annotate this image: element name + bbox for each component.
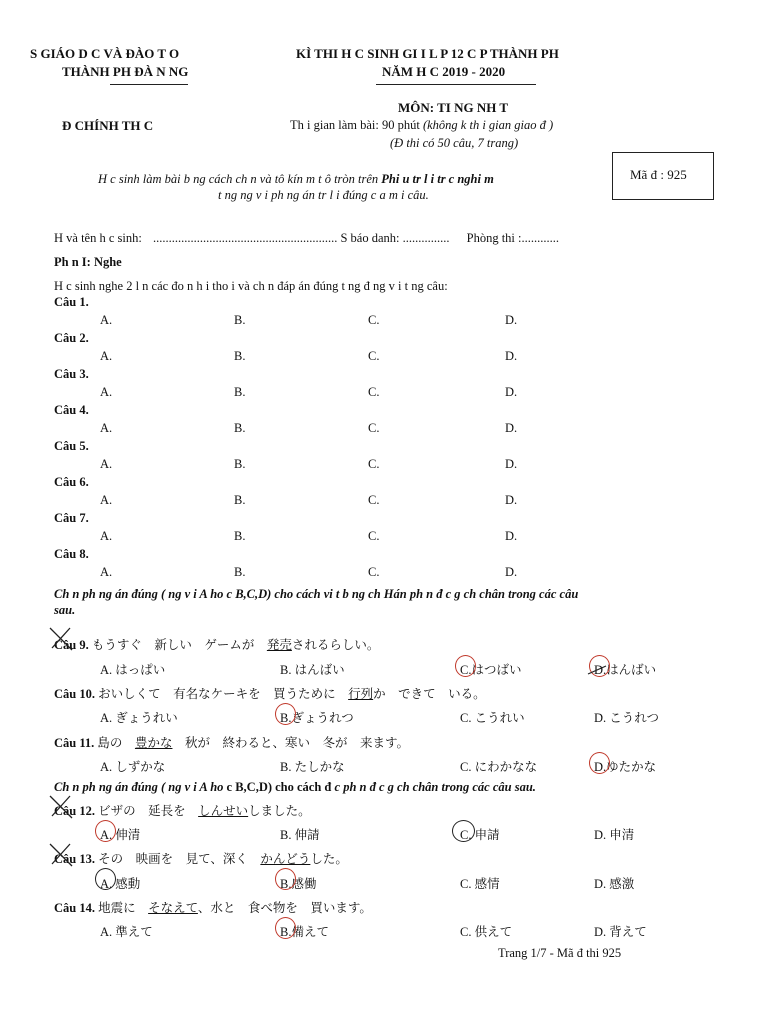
listening-option-a[interactable]: A. (100, 457, 113, 471)
q11-d-answer: ゆたかな (606, 760, 657, 774)
reading-instr-b: ng v i A ho (168, 780, 224, 794)
q10-b-letter: B. (280, 711, 292, 725)
question-14-underlined: そなえて (148, 901, 198, 915)
listening-option-c[interactable]: C. (368, 493, 380, 507)
q11-option-b[interactable]: B. たしかな (280, 760, 345, 774)
question-12-underlined: しんせい (198, 804, 249, 818)
instr2-c: a m i câu. (379, 188, 429, 202)
part1-title: Ph n I: Nghe (54, 255, 122, 269)
cross-mark (50, 844, 72, 866)
question-12-text-post: しました。 (248, 804, 311, 818)
student-id-label: S báo danh: (340, 231, 400, 245)
instr2-a: t ng (218, 188, 238, 202)
question-14-label: Câu 14. (54, 901, 95, 915)
listening-option-c[interactable]: C. (368, 349, 380, 363)
question-12-text-pre: ビザの 延長を (98, 804, 199, 818)
listening-question-label: Câu 6. (54, 475, 89, 489)
question-9-text-post: されるらしい。 (291, 638, 380, 652)
listening-option-a[interactable]: A. (100, 493, 113, 507)
listening-option-a[interactable]: A. (100, 565, 113, 579)
cross-mark (50, 628, 72, 650)
student-name-label: H và tên h c sinh: (54, 231, 142, 245)
listening-option-b[interactable]: B. (234, 349, 246, 363)
listening-option-c[interactable]: C. (368, 529, 380, 543)
city-name: THÀNH PH ĐÀ N NG (62, 64, 189, 79)
listening-option-a[interactable]: A. (100, 313, 113, 327)
listening-option-c[interactable]: C. (368, 565, 380, 579)
listening-option-a[interactable]: A. (100, 385, 113, 399)
q11-option-a[interactable]: A. しずかな (100, 760, 166, 774)
student-name-field[interactable]: ........................................................... (152, 231, 338, 245)
question-13-underlined: かんどう (260, 852, 311, 866)
q14-option-c[interactable]: C. 供えて (460, 925, 513, 939)
question-10-text-pre: おいしくて 有名なケーキを 買うために (98, 687, 349, 701)
question-14-text-post: 、水と 食べ物を 買います。 (197, 901, 372, 915)
question-10-label: Câu 10. (54, 687, 95, 701)
q14-b-answer: 備えて (291, 925, 329, 939)
instr2-b: ng v i ph ng án tr l i đúng c (240, 188, 377, 202)
q13-option-d[interactable]: D. 感激 (594, 877, 635, 891)
listening-option-b[interactable]: B. (234, 421, 246, 435)
q9-option-a[interactable]: A. はっぱい (100, 663, 166, 677)
room-label: Phòng thi : (466, 231, 522, 245)
question-13-text-pre: その 映画を 見て、深く (98, 852, 261, 866)
exam-title: KÌ THI H C SINH GI I L P 12 C P THÀNH PH (296, 46, 559, 61)
room-field[interactable]: ............ (521, 231, 559, 245)
listening-option-d[interactable]: D. (505, 493, 518, 507)
time-note: (không k th i gian giao đ ) (422, 118, 554, 132)
listening-question-label: Câu 5. (54, 439, 89, 453)
q10-option-c[interactable]: C. こうれい (460, 711, 525, 725)
pages-note: (Đ thi có 50 câu, 7 trang) (390, 136, 519, 150)
q14-b-letter: B. (280, 925, 292, 939)
listening-option-d[interactable]: D. (505, 313, 518, 327)
listening-option-b[interactable]: B. (234, 313, 246, 327)
question-11-underlined: 豊かな (134, 736, 173, 750)
question-10-underlined: 行列 (348, 687, 374, 701)
question-9-underlined: 発売 (266, 638, 292, 652)
q12-option-d[interactable]: D. 申清 (594, 828, 635, 842)
q13-option-c[interactable]: C. 感情 (460, 877, 500, 891)
listening-question-label: Câu 4. (54, 403, 89, 417)
q12-c-answer: 申請 (474, 828, 500, 842)
kanji-instruction-line2: sau. (54, 603, 76, 617)
listening-question-label: Câu 2. (54, 331, 89, 345)
listening-option-a[interactable]: A. (100, 421, 113, 435)
listening-option-b[interactable]: B. (234, 565, 246, 579)
q14-option-d[interactable]: D. 背えて (594, 925, 647, 939)
listening-option-b[interactable]: B. (234, 457, 246, 471)
question-12-label: Câu 12. (54, 804, 95, 818)
q11-option-c[interactable]: C. にわかなな (460, 760, 538, 774)
question-11-label: Câu 11. (54, 736, 95, 750)
page-footer: Trang 1/7 - Mã đ thi 925 (498, 946, 622, 960)
q9-option-b[interactable]: B. はんばい (280, 663, 345, 677)
question-14-text-pre: 地震に (98, 901, 149, 915)
q9-d-letter: D. (594, 663, 607, 677)
department-name: S GIÁO D C VÀ ĐÀO T O (30, 46, 180, 61)
question-9-label: Câu 9. (54, 638, 89, 652)
listening-question-label: Câu 8. (54, 547, 89, 561)
question-10-text-post: か できて いる。 (373, 687, 486, 701)
reading-instr-d: c ph n đ c g ch chân trong các câu sau. (334, 780, 536, 794)
question-9-text-pre: もうすぐ 新しい ゲームが (91, 638, 267, 652)
school-year: NĂM H C 2019 - 2020 (382, 64, 506, 79)
q11-d-letter: D. (594, 760, 607, 774)
part1-instruction: H c sinh nghe 2 l n các đo n h i tho i và ch n đáp án đúng t ng đ ng v i t ng câu: (54, 279, 448, 293)
listening-option-d[interactable]: D. (505, 349, 518, 363)
question-13-text-post: した。 (310, 852, 348, 866)
listening-option-d[interactable]: D. (505, 565, 518, 579)
q12-c-letter: C. (460, 828, 472, 842)
kanji-instruction-line1: Ch n ph ng án đúng ( ng v i A ho c B,C,D) cho cách vi t b ng ch Hán ph n đ c g ch chân trong các câu (54, 587, 579, 601)
listening-option-d[interactable]: D. (505, 421, 518, 435)
listening-option-d[interactable]: D. (505, 529, 518, 543)
listening-option-b[interactable]: B. (234, 493, 246, 507)
q10-b-answer: ぎょうれつ (291, 711, 354, 725)
exam-code: Mã đ : 925 (630, 167, 687, 182)
q9-d-answer: はんばい (606, 663, 657, 677)
q10-option-d[interactable]: D. こうれつ (594, 711, 660, 725)
question-11-text-pre: 島の (97, 736, 135, 750)
subject-title: MÔN: TI NG NH T (398, 100, 509, 115)
listening-question-label: Câu 7. (54, 511, 89, 525)
question-13-label: Câu 13. (54, 852, 95, 866)
listening-option-b[interactable]: B. (234, 529, 246, 543)
q9-c-answer: はつばい (471, 663, 522, 677)
q10-option-a[interactable]: A. ぎょうれい (100, 711, 178, 725)
listening-question-label: Câu 3. (54, 367, 89, 381)
q14-option-a[interactable]: A. 準えて (100, 925, 153, 939)
listening-option-d[interactable]: D. (505, 385, 518, 399)
q13-b-letter: B. (280, 877, 292, 891)
q12-a-letter: A. (100, 828, 113, 842)
listening-option-c[interactable]: C. (368, 385, 380, 399)
listening-option-a[interactable]: A. (100, 349, 113, 363)
q9-c-letter: C. (460, 663, 472, 677)
cross-mark (50, 796, 72, 818)
reading-instr-c: c B,C,D) cho cách đ (226, 780, 332, 794)
q13-b-answer: 感働 (291, 877, 317, 891)
listening-option-b[interactable]: B. (234, 385, 246, 399)
question-11-text-post: 秋が 終わると、寒い 冬が 来ます。 (172, 736, 409, 750)
listening-option-c[interactable]: C. (368, 457, 380, 471)
reading-instr-a: Ch n ph ng án đúng ( (54, 780, 166, 794)
answer-instruction-text: H c sinh làm bài b ng cách ch n và tô kín m t ô tròn trên (98, 172, 379, 186)
answer-sheet-name: Phi u tr l i tr c nghi m (381, 172, 494, 186)
q13-a-answer: 感動 (115, 877, 141, 891)
q12-a-answer: 伸清 (115, 828, 141, 842)
listening-option-c[interactable]: C. (368, 313, 380, 327)
listening-option-c[interactable]: C. (368, 421, 380, 435)
official-exam-label: Đ CHÍNH TH C (62, 118, 154, 133)
listening-option-d[interactable]: D. (505, 457, 518, 471)
scribble-mark (588, 666, 606, 674)
student-id-field[interactable]: ............... (402, 231, 450, 245)
listening-question-label: Câu 1. (54, 295, 89, 309)
time-prefix: Th i gian làm bài: 90 phút (290, 118, 420, 132)
q12-option-b[interactable]: B. 伸請 (280, 828, 320, 842)
q13-a-letter: A. (100, 877, 113, 891)
listening-option-a[interactable]: A. (100, 529, 113, 543)
